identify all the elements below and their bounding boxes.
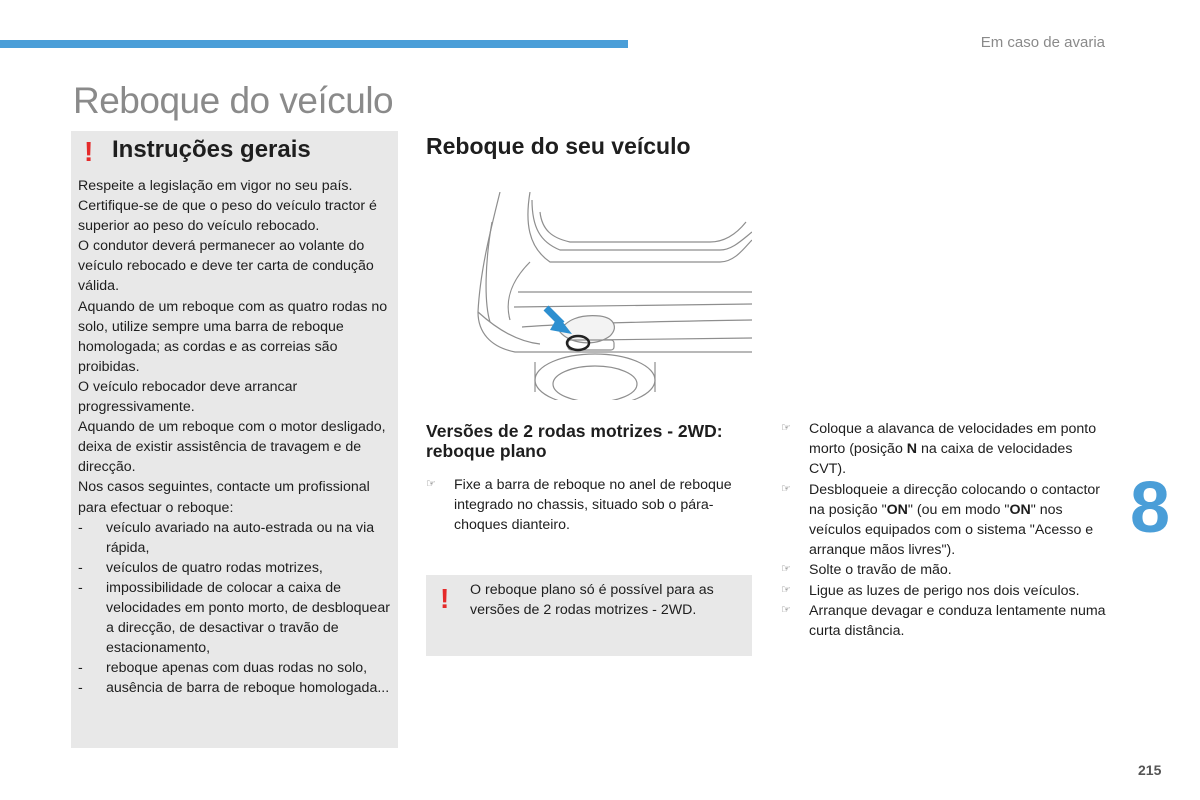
pointer-bullet-icon: ☞	[781, 563, 791, 576]
paragraph: Nos casos seguintes, contacte um profissional para efectuar o reboque:	[78, 479, 370, 516]
towing-section-heading: Reboque do seu veículo	[426, 133, 691, 159]
header-accent-bar	[0, 40, 628, 48]
list-item: - ausência de barra de reboque homologada...	[78, 680, 390, 697]
pointer-bullet-icon: ☞	[781, 482, 791, 495]
exclamation-warning-icon: !	[84, 136, 94, 167]
paragraph: Respeite a legislação em vigor no seu país.	[78, 178, 353, 194]
two-wheel-drive-subheading: Versões de 2 rodas motrizes - 2WD: reboque plano	[426, 421, 723, 461]
general-instructions-text	[78, 176, 396, 698]
towing-steps-left	[426, 475, 752, 536]
list-item: ☞ Desbloqueie a direcção colocando o contactor na posição "ON" (ou em modo "ON" nos veículos equipados com o sistema "Acesso e arranque mãos livres").	[781, 480, 1111, 561]
list-item: - veículo avariado na auto-estrada ou na via rápida,	[78, 519, 375, 556]
list-item: - veículos de quatro rodas motrizes,	[78, 559, 323, 576]
pointer-bullet-icon: ☞	[426, 478, 436, 490]
paragraph: Aquando de um reboque com as quatro rodas no solo, utilize sempre uma barra de reboque homologada; as cordas e as correias são proibidas.	[78, 298, 388, 375]
pointer-arrow-icon	[546, 308, 572, 334]
paragraph: Aquando de um reboque com o motor desligado, deixa de existir assistência de travagem e de direcção.	[78, 419, 386, 476]
page-title: Reboque do veículo	[73, 80, 394, 121]
paragraph: O veículo rebocador deve arrancar progressivamente.	[78, 378, 298, 416]
professional-cases-list	[78, 518, 396, 699]
towing-steps-right	[781, 419, 1111, 641]
page-number: 215	[1138, 762, 1162, 778]
list-item: ☞ Coloque a alavanca de velocidades em ponto morto (posição N na caixa de velocidades CVT).	[781, 419, 1111, 480]
section-label: Em caso de avaria	[980, 34, 1105, 51]
paragraph: Certifique-se de que o peso do veículo tractor é superior ao peso do veículo rebocado.	[78, 198, 377, 235]
list-item: - impossibilidade de colocar a caixa de velocidades em ponto morto, de desbloquear a direcção, de desactivar o travão de estacionamento,	[78, 579, 390, 657]
exclamation-warning-icon: !	[440, 583, 450, 614]
pointer-bullet-icon: ☞	[781, 422, 791, 434]
list-item: - reboque apenas com duas rodas no solo,	[78, 660, 368, 677]
list-item: ☞ Arranque devagar e conduza lentamente numa curta distância.	[781, 601, 1111, 641]
list-item: ☞ Solte o travão de mão.	[781, 560, 1111, 580]
pointer-bullet-icon: ☞	[781, 603, 791, 616]
list-item: ☞ Ligue as luzes de perigo nos dois veículos.	[781, 581, 1111, 601]
chapter-number: 8	[1130, 468, 1171, 548]
flat-towing-note-text: O reboque plano só é possível para as versões de 2 rodas motrizes - 2WD.	[470, 582, 714, 619]
list-item: ☞ Fixe a barra de reboque no anel de reboque integrado no chassis, situado sob o pára-choques dianteiro.	[426, 475, 752, 536]
towing-eye-front-bumper-illustration	[470, 192, 752, 400]
car-front-underside-drawing	[470, 192, 752, 400]
general-instructions-heading: Instruções gerais	[112, 136, 311, 163]
paragraph: O condutor deverá permanecer ao volante do veículo rebocado e deve ter carta de condução válida.	[78, 238, 374, 295]
pointer-bullet-icon: ☞	[781, 583, 791, 596]
